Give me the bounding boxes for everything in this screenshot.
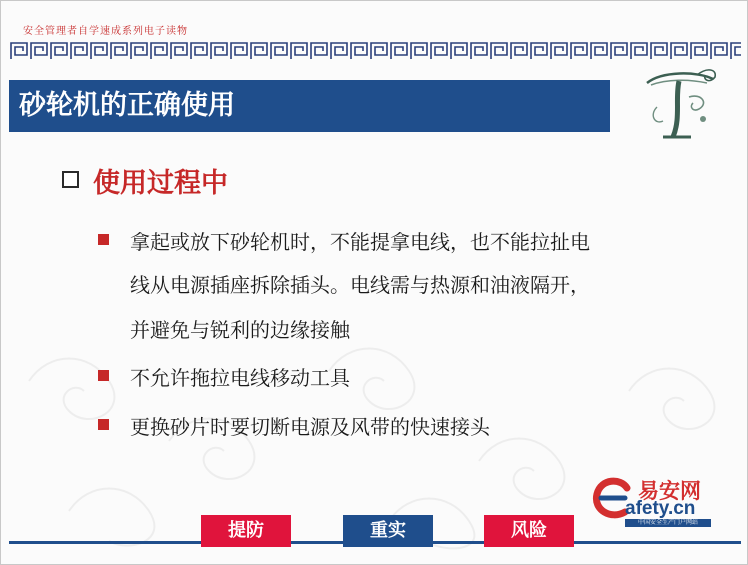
footer-button-tifang[interactable]: 提防 [201,515,291,547]
brand-name-cn: 易安网 [638,479,701,503]
bullet-1-line-2: 线从电源插座拆除插头。电线需与热源和油液隔开， [130,273,590,297]
bullet-2-line-1: 不允许拖拉电线移动工具 [130,366,350,390]
section-checkbox-icon [62,171,79,188]
brand-tagline: 中国安全生产门户网站 [625,519,711,527]
section-title: 使用过程中 [93,168,228,199]
decorative-letter-logo [637,63,721,145]
square-bullet-icon [98,419,109,430]
bullet-1-line-1: 拿起或放下砂轮机时，不能提拿电线，也不能拉扯电 [130,230,590,254]
square-bullet-icon [98,234,109,245]
series-title: 安全管理者自学速成系列电子读物 [23,26,188,37]
slide-title: 砂轮机的正确使用 [19,90,235,121]
bullet-3-line-1: 更换砂片时要切断电源及风带的快速接头 [130,415,490,439]
square-bullet-icon [98,370,109,381]
greek-key-band [9,41,741,61]
footer-button-fengxian[interactable]: 风险 [484,515,574,547]
bullet-1-line-3: 并避免与锐利的边缘接触 [130,318,350,342]
brand-name-en: afety.cn [625,498,696,519]
footer-button-zhongshi[interactable]: 重实 [343,515,433,547]
